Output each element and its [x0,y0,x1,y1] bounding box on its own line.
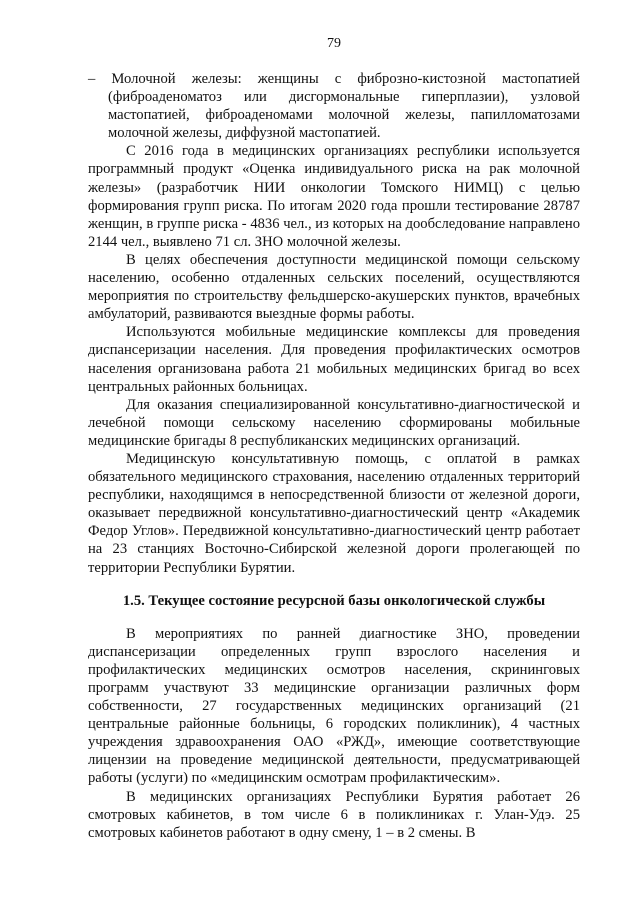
paragraph-screening-organizations: В мероприятиях по ранней диагностике ЗНО, проведении диспансеризации определенных групп взрослого населения и профилактических медицинских осмотров населения, скрининговых программ участвуют 33 медицинские организации различных форм собственности, 27 государственных медицинских организаций (21 центральные районные больницы, 6 городских поликлиник), 4 частных учреждения здравоохранения ОАО «РЖД», имеющие соответствующие лицензии на проведение медицинской деятельности, предусматривающей работы (услуги) по «медицинским осмотрам профилактическим». [88,625,580,787]
page-number: 79 [327,36,341,51]
section-title: 1.5. Текущее состояние ресурсной базы онкологической службы [122,592,546,609]
paragraph-mobile-complexes: Используются мобильные медицинские комплексы для проведения диспансеризации населения. Для проведения профилактических осмотров населения организована работа 21 мобильных медицинских бригад во всех центральных районных больницах. [88,324,580,395]
paragraph-mobile-brigades: Для оказания специализированной консультативно-диагностической и лечебной помощи сельскому населению сформированы мобильные медицинские бригады 8 республиканских медицинских организаций. [88,396,580,449]
paragraph-mobile-diagnostic-center: Медицинскую консультативную помощь, с оплатой в рамках обязательного медицинского страхования, населению отдаленных территорий республики, находящимся в непосредственной близости от железной дороги, оказывает передвижной консультативно-диагностический центр «Академик Федор Углов». Передвижной консультативно-диагностический центр работает на 23 станциях Восточно-Сибирской железной дороги пролегающей по территории Республики Бурятии. [88,450,580,576]
paragraph-rural-access: В целях обеспечения доступности медицинской помощи сельскому населению, особенно отдаленных сельских поселений, осуществляются мероприятия по строительству фельдшерско-акушерских пунктов, врачебных амбулаторий, развиваются выездные формы работы. [88,251,580,323]
paragraph-risk-software: С 2016 года в медицинских организациях республики используется программный продукт «Оценка индивидуального риска на рак молочной железы» (разработчик НИИ онкологии Томского НИМЦ) с целью формирования групп риска. По итогам 2020 года прошли тестирование 28787 женщин, в группе риска - 4836 чел., из которых на дообследование направлено 2144 чел., выявлено 71 сл. ЗНО молочной железы. [88,143,580,250]
document-body [88,70,580,842]
paragraph-breast-risk-groups: – Молочной железы: женщины с фиброзно-кистозной мастопатией (фиброаденоматоз или дисгормональные гиперплазии), узловой мастопатией, фиброаденомами молочной железы, папилломатозами молочной железы, диффузной мастопатией. [88,71,580,142]
paragraph-exam-rooms: В медицинских организациях Республики Бурятия работает 26 смотровых кабинетов, в том числе 6 в поликлиниках г. Улан-Удэ. 25 смотровых кабинетов работают в одну смену, 1 – в 2 смены. В [88,788,580,841]
